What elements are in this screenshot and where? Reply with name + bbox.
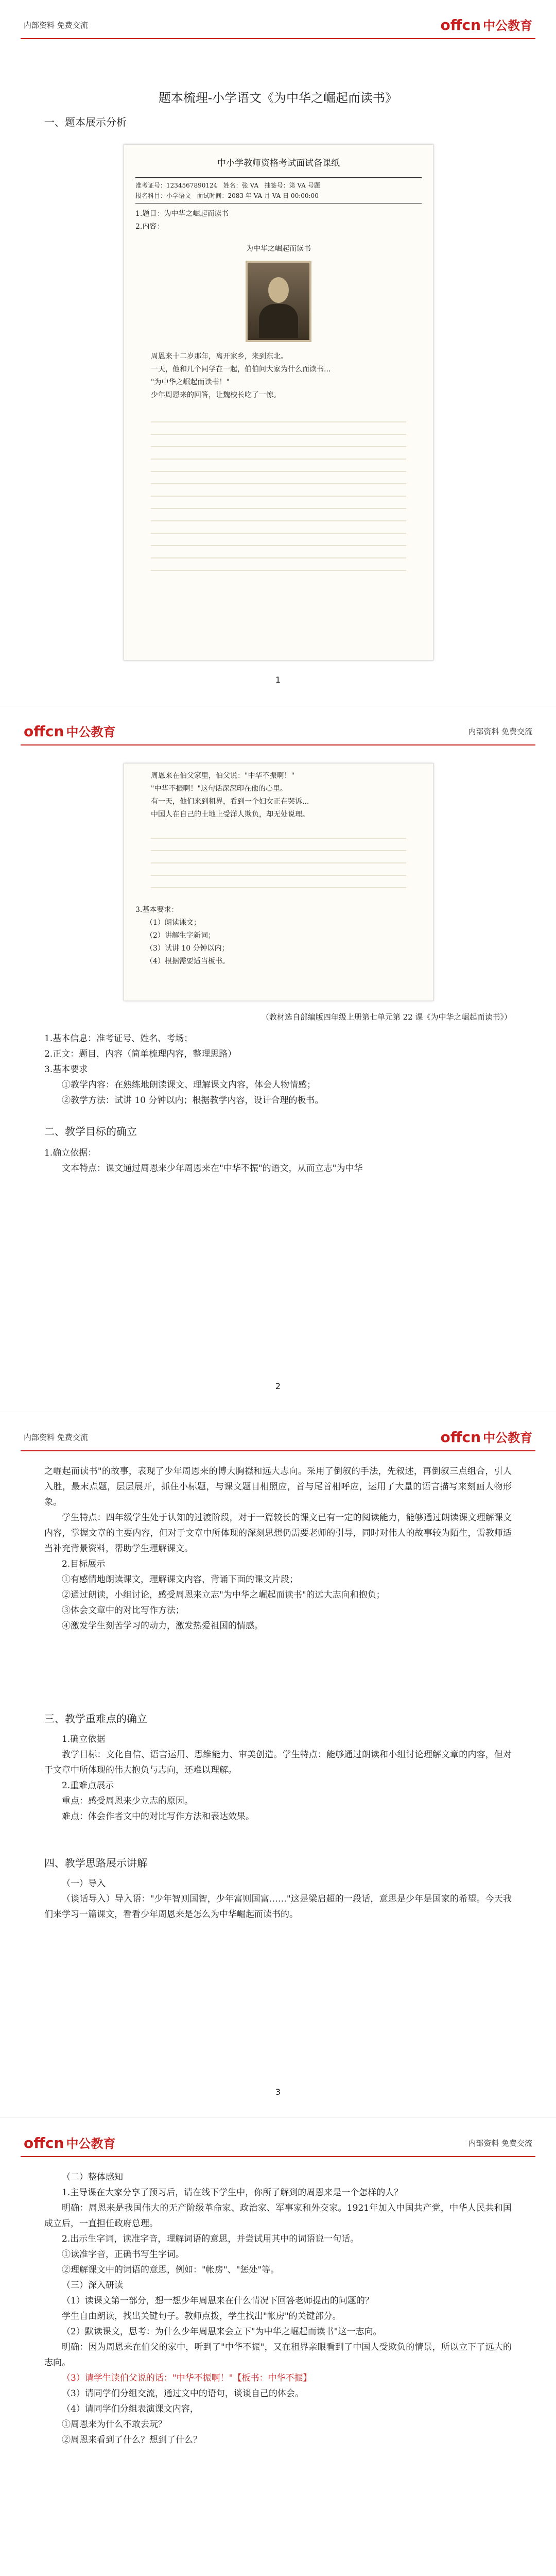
page-header (21, 2133, 535, 2157)
offcn-logo: offcn 中公教育 (24, 2134, 116, 2151)
page-number: 3 (275, 2087, 281, 2097)
section-heading: 四、教学思路展示讲解 (44, 1857, 147, 1869)
offcn-logo: offcn 中公教育 (440, 1429, 532, 1446)
paper-title: 中小学教师资格考试面试备课纸 (217, 158, 340, 168)
offcn-logo: offcn 中公教育 (24, 723, 116, 740)
header-label: 内部资料 免费交流 (24, 1433, 88, 1442)
paper-content-label: 2.内容： (135, 223, 164, 231)
offcn-logo: offcn 中公教育 (440, 16, 532, 33)
header-label: 内部资料 免费交流 (24, 21, 88, 30)
paper-question: 1.题目：为中华之崛起而读书 (135, 210, 229, 218)
page-number: 1 (275, 675, 281, 685)
source-note: （教材选自部编版四年级上册第七单元第 22 课《为中华之崛起而读书》） (261, 1012, 512, 1022)
paper-lines: 周恩来在伯父家里，伯父说："中华不振啊！" "中华不振啊！"这句话深深印在他的心里。 有一天，他们来到租界，看到一个妇女正在哭诉... 中国人在自己的土地上受洋人欺负，却无处说理。 (151, 772, 309, 819)
exam-paper-scan-continued (124, 763, 433, 1001)
teaching-intro: （一）导入 （谈话导入）导入语："少年智则国智，少年富则国富……"这是梁启超的一段话，意思是少年是国家的希望。今天我们来学习一篇课文，看看少年周恩来是怎么为中华崛起而读书的。 (44, 1878, 512, 1920)
page-header (21, 1428, 535, 1451)
paper-heading: 为中华之崛起而读书 (246, 245, 311, 253)
zhou-enlai-photo (246, 261, 311, 342)
body-text: （二）整体感知 1.主导课在大家分享了预习后，请在线下学生中，你所了解到的周恩来是一个怎样的人？ 明确：周恩来是我国伟大的无产阶级革命家、政治家、军事家和外交家。1921年加入中国共产党，中华人民共和国成立后，一直担任政府总理。 2.出示生字词，读准字音，理解词语的意思，并尝试用其中的词语说一句话。 ①读准字音，正确书写生字词。 ②理解课文中的词语的意思，例如："帐房"、"惩处"等。 （三）深入研读 （1）读课文第一部分，想一想少年周恩来在什么情况下回答老师提出的问题的？ 学生自由朗读，找出关键句子。教师点拨，学生找出"帐房"的关键部分。 （2）默读课文，思考：为什么少年周恩来会立下"为中华之崛起而读书"这一志向。 明确：因为周恩来在伯父的家中，听到了"中华不振"，又在租界亲眼看到了中国人受欺负的情景，所以立下了远大的志向。 （3）请学生读伯父说的话："中华不振啊！"【板书：中华不振】 （3）请同学们分组交流，通过文中的语句，谈谈自己的体会。 （4）请同学们分组表演课文内容， ①周恩来为什么不敢去玩？ ②周恩来看到了什么？想到了什么？ (44, 2172, 512, 2445)
page-2 (0, 706, 556, 1407)
paper-info-bar: 准考证号：1234567890124 姓名：张 VA 抽签号：第 VA 号题 报名科目：小学语文 面试时间：2083 年 VA 月 VA 日 00:00:00 (135, 177, 422, 204)
page-4 (0, 2117, 556, 2576)
section-heading: 三、教学重难点的确立 (44, 1713, 147, 1725)
page-1 (0, 0, 556, 701)
page-header (21, 15, 535, 39)
header-label: 内部资料 免费交流 (468, 727, 532, 736)
header-label: 内部资料 免费交流 (468, 2139, 532, 2148)
exam-paper-scan (124, 144, 433, 660)
section-heading: 二、教学目标的确立 (44, 1125, 137, 1138)
paper-text-block (151, 826, 406, 899)
key-points-block: 1.确立依据 教学目标：文化自信、语言运用、思维能力、审美创造。学生特点：能够通过朗读和小组讨论理解文章的内容，但对于文章中所体现的伟大抱负与志向，还难以理解。 2.重难点展示 重点：感受周恩来少立志的原因。 难点：体会作者文中的对比写作方法和表达效果。 (44, 1734, 512, 1822)
page-header (21, 722, 535, 745)
paper-text-block (151, 410, 406, 580)
analysis-lines: 1.基本信息：准考证号、姓名、考场； 2.正文：题目，内容（简单梳理内容，整理思路） 3.基本要求 ①教学内容：在熟练地朗读课文、理解课文内容，体会人物情感； ②教学方法：试讲 10 分钟以内；根据教学内容，设计合理的板书。 (44, 1033, 324, 1106)
requirements-list: （1）朗读课文； （2）讲解生字新词； （3）试讲 10 分钟以内； （4）根据需要适当板书。 (146, 919, 230, 965)
basis-block: 1.确立依据： 文本特点：课文通过周恩来少年周恩来在"中华不振"的语文，从而立志"为中华 (44, 1148, 363, 1174)
body-text: 之崛起而读书"的故事，表现了少年周恩来的博大胸襟和远大志向。采用了倒叙的手法，先叙述，再倒叙三点组合，引人入胜，最末点题，层层展开，抓住小标题，与课文题目相照应，首与尾首相呼应，运用了大量的语言描写来刻画人物形象。 学生特点：四年级学生处于认知的过渡阶段，对于一篇较长的课文已有一定的阅读能力，能够通过朗读课文理解课文内容，掌握文章的主要内容，但对于文章中所体现的深刻思想仍需要老师的引导，同时对伟人的故事较为陌生，需教师适当补充背景资料，帮助学生理解课文。 2.目标展示 ①有感情地朗读课文，理解课文内容，背诵下面的课文片段； ②通过朗读，小组讨论，感受周恩来立志"为中华之崛起而读书"的远大志向和抱负； ③体会文章中的对比写作方法； ④激发学生刻苦学习的动力，激发热爱祖国的情感。 (44, 1466, 512, 1631)
page-title: 题本梳理-小学语文《为中华之崛起而读书》 (158, 91, 398, 105)
page-3 (0, 1412, 556, 2113)
requirements-title: 3.基本要求： (135, 906, 179, 914)
paper-lines: 周恩来十二岁那年，离开家乡，来到东北。 一天，他和几个同学在一起，伯伯问大家为什么而读书... "为中华之崛起而读书！" 少年周恩来的回答，让魏校长吃了一惊。 (151, 352, 331, 399)
section-heading: 一、题本展示分析 (44, 116, 127, 128)
page-number: 2 (275, 1381, 281, 1391)
